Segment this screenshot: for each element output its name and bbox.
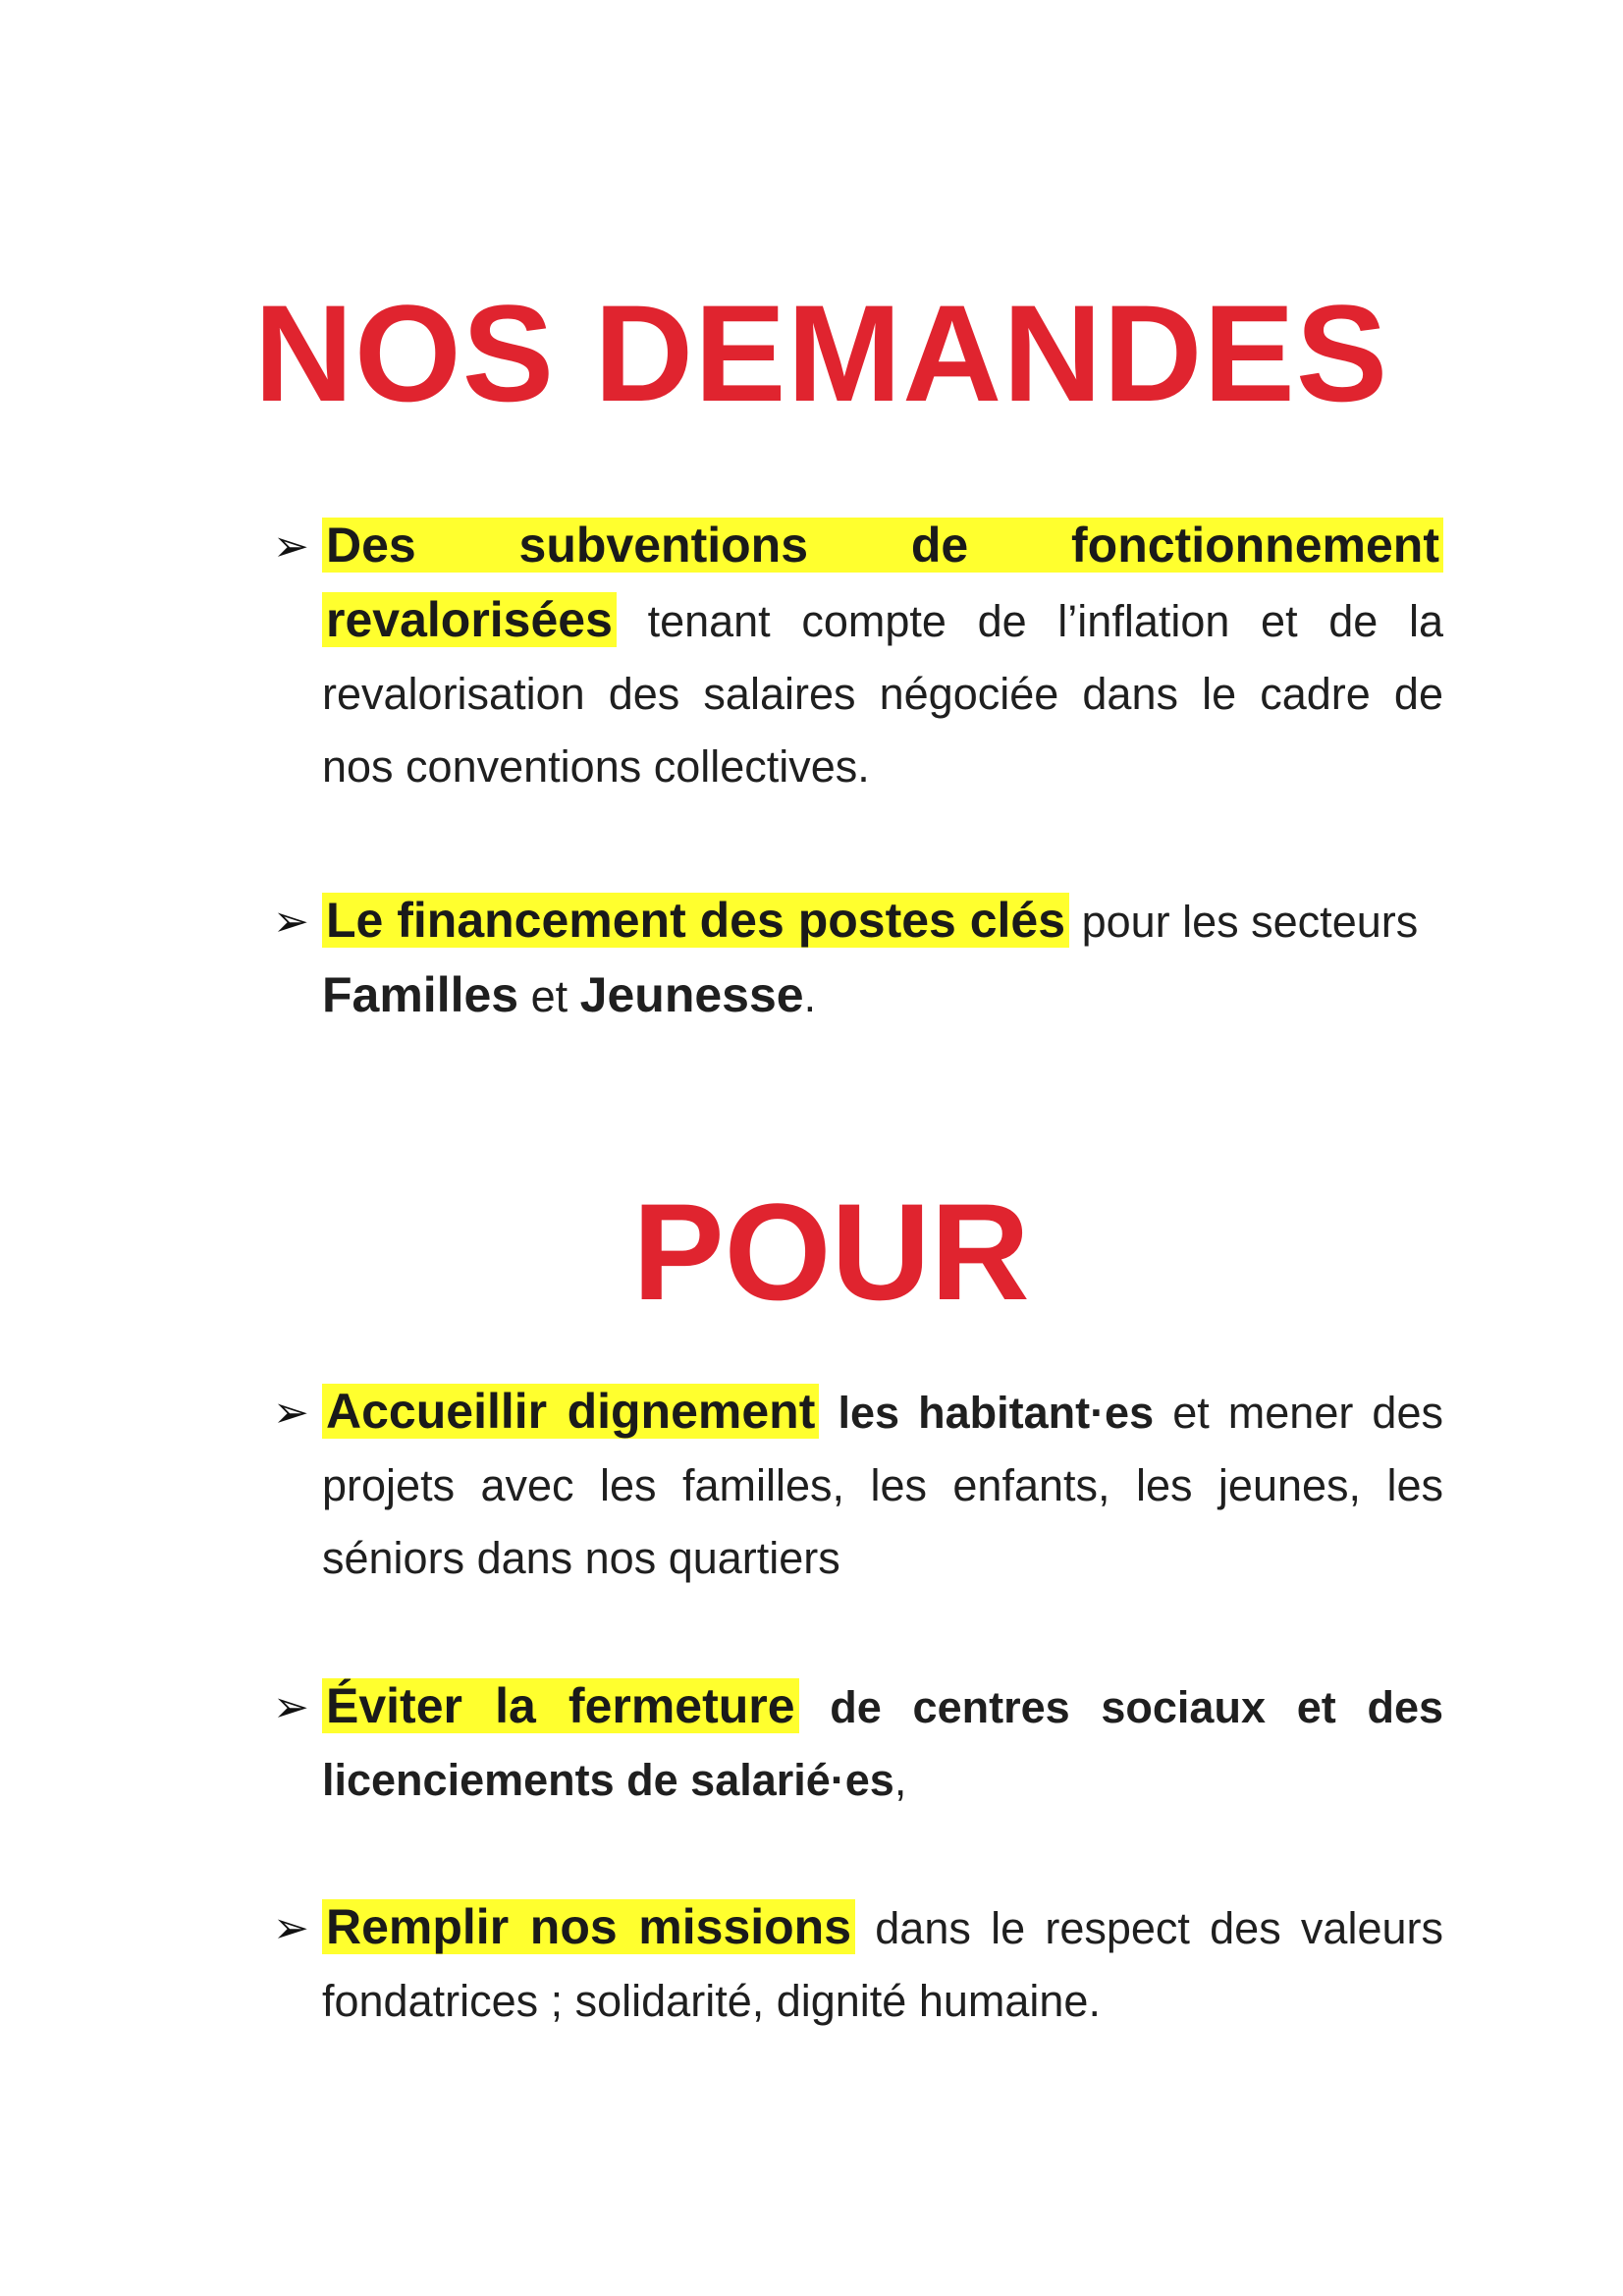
arrow-bullet-icon: ➢: [273, 1388, 309, 1438]
arrow-bullet-icon: ➢: [273, 1682, 309, 1732]
demande-text-postes-c: .: [803, 971, 817, 1021]
title-pour: POUR: [632, 1175, 1030, 1329]
highlight-subventions: Des subventions de fonctionnement: [322, 518, 1443, 573]
bold-habitants: les habitant·es: [819, 1388, 1155, 1438]
pour-item-fermeture: [265, 1669, 1443, 1817]
highlight-fermeture: Éviter la fermeture: [322, 1678, 799, 1733]
demande-text-postes-a: pour les secteurs: [1069, 897, 1419, 947]
pour-text-fermeture: ,: [893, 1755, 907, 1805]
highlight-missions: Remplir nos missions: [322, 1899, 855, 1954]
demande-text-postes-b: et: [518, 971, 580, 1021]
pour-item-accueillir: [265, 1375, 1443, 1595]
bold-centres-sociaux: de centres sociaux et des licenciements de salarié·es: [322, 1682, 1443, 1805]
arrow-bullet-icon: ➢: [273, 521, 309, 572]
title-nos-demandes: NOS DEMANDES: [253, 276, 1389, 430]
pour-text-missions: dans le respect des valeurs fondatrices ; solidarité, dignité humaine.: [322, 1903, 1443, 2026]
highlight-accueillir: Accueillir dignement: [322, 1384, 819, 1439]
highlight-postes-cles: Le financement des postes clés: [322, 893, 1069, 948]
demande-item-subventions: [265, 509, 1443, 803]
pour-item-missions: [265, 1890, 1443, 2038]
demande-item-postes-cles: [265, 884, 1443, 1033]
highlight-revalorisees: revalorisées: [322, 592, 617, 647]
arrow-bullet-icon: ➢: [273, 897, 309, 947]
arrow-bullet-icon: ➢: [273, 1903, 309, 1953]
demande-text-subventions: tenant compte de l’inflation et de la revalorisation des salaires négociée dans le cadre de nos conventions collectives.: [322, 596, 1443, 792]
bold-familles: Familles: [322, 967, 519, 1022]
bold-jeunesse: Jeunesse: [579, 967, 804, 1022]
pour-text-accueillir: et mener des projets avec les familles, les enfants, les jeunes, les séniors dans nos quartiers: [322, 1388, 1443, 1583]
